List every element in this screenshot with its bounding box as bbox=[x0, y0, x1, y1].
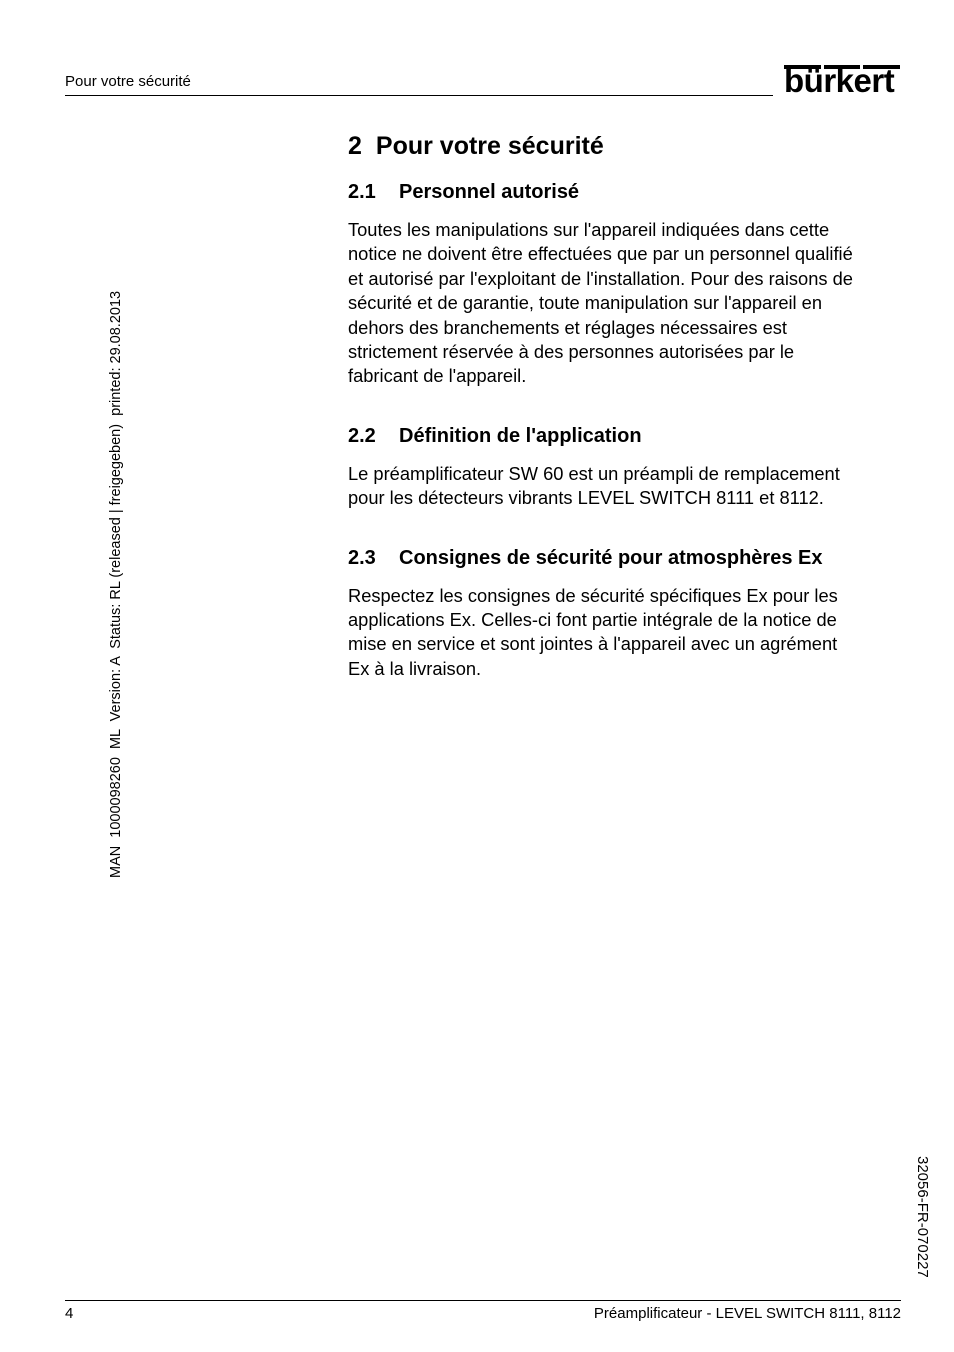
text-line: Respectez les consignes de sécurité spécifiques Ex pour les bbox=[348, 584, 838, 606]
text-line: et autorisé par l'exploitant de l'installation. Pour des raisons de bbox=[348, 267, 853, 289]
text-line: fabricant de l'appareil. bbox=[348, 365, 527, 387]
section-title: Définition de l'application bbox=[399, 424, 642, 447]
section-personnel bbox=[348, 178, 904, 389]
section-heading bbox=[348, 422, 904, 450]
text-line: Le préamplificateur SW 60 est un préampli de remplacement bbox=[348, 462, 840, 484]
text-line: Toutes les manipulations sur l'appareil indiquées dans cette bbox=[348, 219, 830, 240]
document-status-metadata: MAN 1000098260 ML Version: A Status: RL (released | freigegeben) printed: 29.08.2013 bbox=[108, 290, 124, 878]
chapter-title: Pour votre sécurité bbox=[375, 132, 604, 160]
footer-title: Préamplificateur - LEVEL SWITCH 8111, 8112 bbox=[593, 1305, 901, 1322]
main-content bbox=[348, 128, 904, 681]
section-title: Personnel autorisé bbox=[399, 181, 580, 203]
text-line: dehors des branchements et réglages nécessaires est bbox=[348, 316, 787, 338]
footer-rule bbox=[65, 1300, 901, 1301]
section-title: Consignes de sécurité pour atmosphères Ex bbox=[399, 546, 823, 569]
text-line: applications Ex. Celles-ci font partie intégrale de la notice de bbox=[348, 609, 837, 631]
page-number: 4 bbox=[65, 1305, 74, 1322]
document-code: 32056-FR-070227 bbox=[914, 1156, 931, 1278]
section-application bbox=[348, 422, 904, 511]
section-body bbox=[348, 218, 904, 389]
chapter-heading bbox=[348, 128, 904, 164]
section-body bbox=[348, 462, 904, 511]
text-line: mise en service et sont jointes à l'appareil avec un agrément bbox=[348, 633, 838, 655]
text-line: sécurité et de garantie, toute manipulation sur l'appareil en bbox=[348, 292, 823, 314]
running-title: Pour votre sécurité bbox=[65, 73, 191, 90]
text-line: notice ne doivent être effectuées que par un personnel qualifié bbox=[348, 243, 853, 265]
section-number: 2.1 bbox=[348, 181, 376, 203]
text-line: Ex à la livraison. bbox=[348, 657, 482, 679]
text-line: pour les détecteurs vibrants LEVEL SWITCH 8111 et 8112. bbox=[348, 487, 824, 509]
section-number: 2.2 bbox=[348, 424, 376, 447]
section-number: 2.3 bbox=[348, 546, 376, 569]
section-heading bbox=[348, 544, 904, 572]
text-line: strictement réservée à des personnes autorisées par le bbox=[348, 341, 795, 363]
section-ex-safety bbox=[348, 544, 904, 682]
section-heading bbox=[348, 178, 904, 206]
chapter-number: 2 bbox=[348, 132, 362, 160]
burkert-logo: bürkert bbox=[784, 62, 895, 99]
section-body bbox=[348, 584, 904, 682]
header-rule bbox=[65, 95, 773, 96]
